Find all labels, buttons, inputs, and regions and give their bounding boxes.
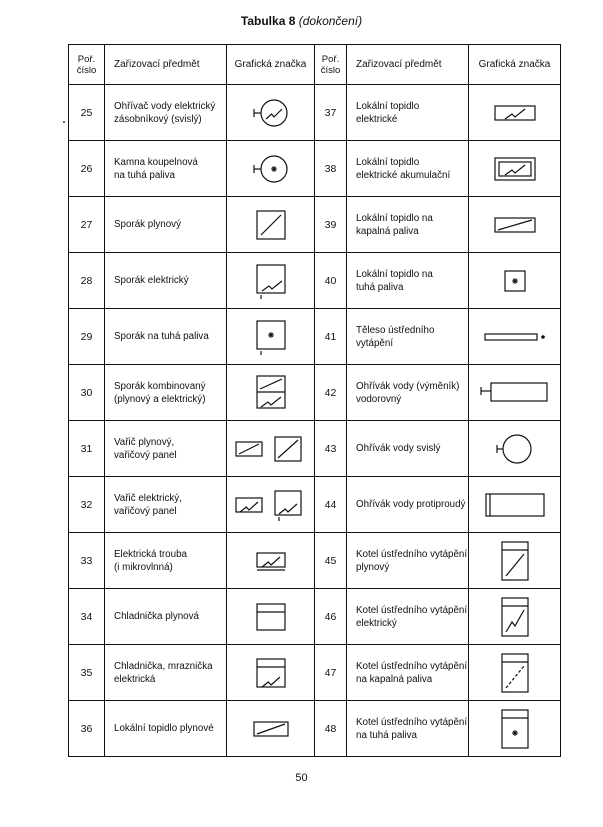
row-number: 25 (69, 85, 105, 141)
graphic-symbol (227, 309, 315, 365)
fixture-name: Kotel ústředního vytápění plynový (347, 533, 469, 589)
graphic-symbol (227, 365, 315, 421)
square-solid-fuel-icon (254, 318, 288, 356)
fixture-name: Sporák na tuhá paliva (105, 309, 227, 365)
fixture-name: Kotel ústředního vytápění elektrický (347, 589, 469, 645)
fixture-name: Kamna koupelnová na tuhá paliva (105, 141, 227, 197)
fixture-name: Ohřívák vody protiproudý (347, 477, 469, 533)
table-row (69, 85, 561, 141)
fixture-name: Ohřívač vody elektrický zásobníkový (svislý) (105, 85, 227, 141)
fixture-name: Lokální topidlo na kapalná paliva (347, 197, 469, 253)
horizontal-exchanger-icon (479, 379, 551, 407)
fixture-name: Chladnička plynová (105, 589, 227, 645)
boiler-gas-icon (497, 539, 533, 583)
margin-mark (63, 121, 65, 123)
boiler-solid-icon (497, 707, 533, 751)
fixture-name: Sporák elektrický (105, 253, 227, 309)
electric-cooker-pair-icon (233, 488, 309, 522)
row-number: 33 (69, 533, 105, 589)
row-number: 40 (315, 253, 347, 309)
header-item: Zařizovací předmět (105, 45, 227, 85)
fixture-name: Sporák kombinovaný (plynový a elektrický) (105, 365, 227, 421)
table-row (69, 421, 561, 477)
row-number: 26 (69, 141, 105, 197)
row-number: 37 (315, 85, 347, 141)
graphic-symbol (469, 533, 561, 589)
table-row (69, 477, 561, 533)
graphic-symbol (469, 197, 561, 253)
row-number: 36 (69, 701, 105, 757)
row-number: 41 (315, 309, 347, 365)
circle-heater-solid-icon (251, 151, 291, 187)
square-combined-icon (254, 373, 288, 413)
graphic-symbol (469, 645, 561, 701)
wide-rect-gas-icon (251, 719, 291, 739)
square-diagonal-icon (254, 208, 288, 242)
oven-electric-icon (254, 549, 288, 573)
vertical-heater-icon (493, 429, 537, 469)
graphic-symbol (227, 701, 315, 757)
graphic-symbol (227, 645, 315, 701)
table-row (69, 197, 561, 253)
header-row (69, 45, 561, 85)
row-number: 42 (315, 365, 347, 421)
row-number: 31 (69, 421, 105, 477)
graphic-symbol (469, 589, 561, 645)
fixture-name: Těleso ústředního vytápění (347, 309, 469, 365)
fridge-electric-icon (254, 656, 288, 690)
fixture-name: Ohřívák vody svislý (347, 421, 469, 477)
graphic-symbol (469, 309, 561, 365)
gas-cooker-pair-icon (233, 434, 309, 464)
double-rect-electric-icon (492, 155, 538, 183)
wide-rect-electric-icon (492, 101, 538, 125)
fixture-name: Ohřívák vody (výměník) vodorovný (347, 365, 469, 421)
fixture-name: Vařič elektrický, vařičový panel (105, 477, 227, 533)
fridge-gas-icon (254, 601, 288, 633)
row-number: 44 (315, 477, 347, 533)
fixture-name: Lokální topidlo plynové (105, 701, 227, 757)
row-number: 29 (69, 309, 105, 365)
row-number: 32 (69, 477, 105, 533)
table-row (69, 589, 561, 645)
fixture-name: Vařič plynový, vařičový panel (105, 421, 227, 477)
fixture-name: Kotel ústředního vytápění na tuhá paliva (347, 701, 469, 757)
table-row (69, 141, 561, 197)
row-number: 35 (69, 645, 105, 701)
header-item-2: Zařizovací předmět (347, 45, 469, 85)
graphic-symbol (469, 365, 561, 421)
boiler-electric-icon (497, 595, 533, 639)
graphic-symbol (227, 197, 315, 253)
header-number-2: Poř. číslo (315, 45, 347, 85)
header-symbol: Grafická značka (227, 45, 315, 85)
caption-italic: (dokončení) (298, 14, 363, 28)
boiler-liquid-icon (497, 651, 533, 695)
header-number: Poř. číslo (69, 45, 105, 85)
caption-bold: Tabulka 8 (240, 14, 296, 28)
header-symbol-2: Grafická značka (469, 45, 561, 85)
graphic-symbol (227, 85, 315, 141)
circle-heater-electric-icon (251, 95, 291, 131)
row-number: 28 (69, 253, 105, 309)
graphic-symbol (469, 141, 561, 197)
graphic-symbol (227, 533, 315, 589)
fixture-name: Kotel ústředního vytápění na kapalná paliva (347, 645, 469, 701)
row-number: 38 (315, 141, 347, 197)
table-row (69, 645, 561, 701)
symbols-table (68, 44, 561, 757)
graphic-symbol (227, 141, 315, 197)
graphic-symbol (227, 253, 315, 309)
graphic-symbol (227, 589, 315, 645)
table-row (69, 533, 561, 589)
table-caption (0, 14, 603, 28)
small-square-solid-icon (500, 266, 530, 296)
graphic-symbol (469, 421, 561, 477)
row-number: 48 (315, 701, 347, 757)
page-number: 50 (295, 772, 308, 784)
graphic-symbol (227, 477, 315, 533)
table-row (69, 309, 561, 365)
row-number: 34 (69, 589, 105, 645)
wide-rect-diagonal-icon (492, 213, 538, 237)
square-electric-icon (254, 262, 288, 300)
row-number: 30 (69, 365, 105, 421)
row-number: 47 (315, 645, 347, 701)
fixture-name: Lokální topidlo elektrické akumulační (347, 141, 469, 197)
row-number: 46 (315, 589, 347, 645)
fixture-name: Chladnička, mraznička elektrická (105, 645, 227, 701)
table-row (69, 365, 561, 421)
graphic-symbol (469, 253, 561, 309)
graphic-symbol (469, 477, 561, 533)
row-number: 27 (69, 197, 105, 253)
row-number: 45 (315, 533, 347, 589)
graphic-symbol (227, 421, 315, 477)
fixture-name: Sporák plynový (105, 197, 227, 253)
fixture-name: Elektrická trouba (i mikrovlnná) (105, 533, 227, 589)
radiator-icon (482, 330, 548, 344)
counterflow-heater-icon (482, 491, 548, 519)
fixture-name: Lokální topidlo na tuhá paliva (347, 253, 469, 309)
graphic-symbol (469, 701, 561, 757)
table-row (69, 253, 561, 309)
table-row (69, 701, 561, 757)
row-number: 43 (315, 421, 347, 477)
row-number: 39 (315, 197, 347, 253)
graphic-symbol (469, 85, 561, 141)
fixture-name: Lokální topidlo elektrické (347, 85, 469, 141)
